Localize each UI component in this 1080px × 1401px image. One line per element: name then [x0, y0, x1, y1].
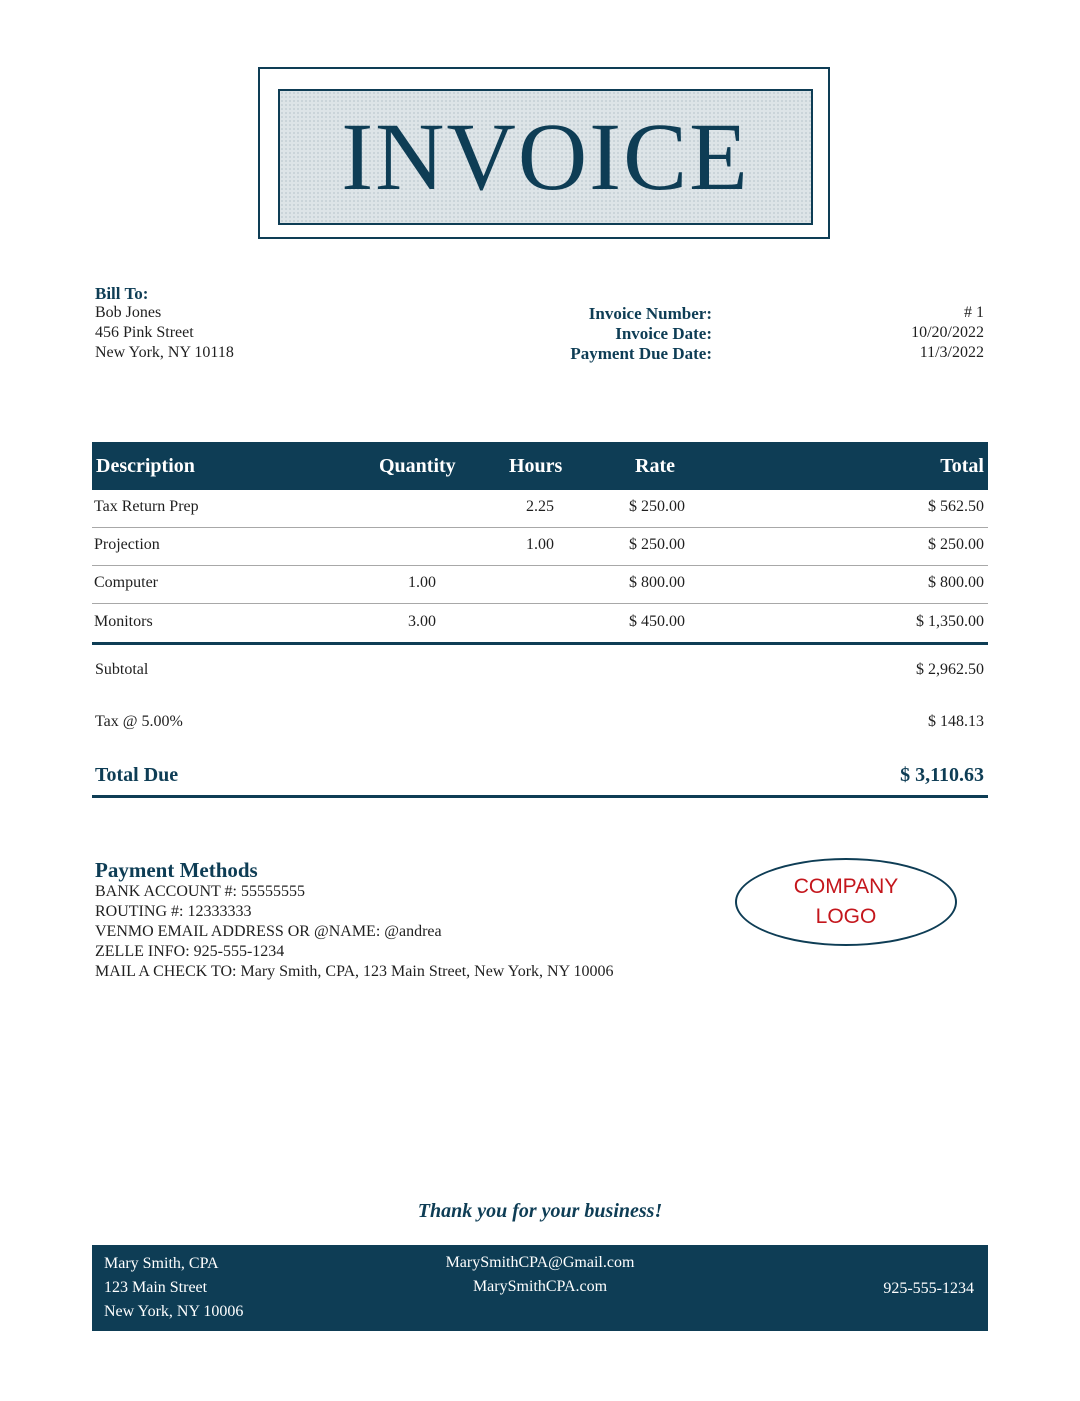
subtotal-value: $ 2,962.50: [916, 661, 984, 678]
row-rate: $ 250.00: [629, 498, 685, 515]
row-rate: $ 450.00: [629, 613, 685, 630]
company-logo: [735, 858, 957, 946]
title-frame-inner: [278, 89, 813, 225]
footer-name: Mary Smith, CPA: [104, 1255, 219, 1272]
header-hours: Hours: [509, 455, 563, 477]
subtotal-label: Subtotal: [95, 661, 149, 678]
payment-venmo: VENMO EMAIL ADDRESS OR @NAME: @andrea: [95, 923, 442, 940]
total-due-rule: [92, 795, 988, 798]
footer-city: New York, NY 10006: [104, 1303, 244, 1320]
header-quantity: Quantity: [379, 455, 456, 477]
logo-line-2: LOGO: [815, 905, 877, 928]
table-row: [92, 566, 988, 604]
payment-due-date-value: 11/3/2022: [919, 344, 984, 361]
row-quantity: 3.00: [408, 613, 436, 630]
footer-phone: 925-555-1234: [883, 1280, 974, 1297]
bill-to-city: New York, NY 10118: [95, 344, 234, 361]
row-description: Computer: [94, 574, 158, 591]
payment-bank-account: BANK ACCOUNT #: 55555555: [95, 883, 305, 900]
footer-website[interactable]: MarySmithCPA.com: [472, 1278, 608, 1295]
row-description: Monitors: [94, 613, 153, 630]
row-total: $ 1,350.00: [916, 613, 984, 630]
row-total: $ 250.00: [928, 536, 984, 553]
table-row: [92, 490, 988, 528]
payment-routing: ROUTING #: 12333333: [95, 903, 252, 920]
row-hours: 1.00: [526, 536, 554, 553]
logo-line-1: COMPANY: [793, 875, 899, 898]
bill-to-label: Bill To:: [95, 284, 149, 303]
header-description: Description: [96, 455, 195, 477]
row-rate: $ 800.00: [629, 574, 685, 591]
tax-value: $ 148.13: [928, 713, 984, 730]
table-row: [92, 528, 988, 566]
footer-email[interactable]: MarySmithCPA@Gmail.com: [445, 1254, 635, 1271]
footer-bar: [92, 1245, 988, 1331]
payment-methods-title: Payment Methods: [95, 858, 258, 882]
invoice-number-value: # 1: [964, 304, 984, 321]
row-rate: $ 250.00: [629, 536, 685, 553]
bill-to-name: Bob Jones: [95, 304, 162, 321]
invoice-title: INVOICE: [341, 103, 750, 210]
payment-due-date-label: Payment Due Date:: [570, 344, 712, 363]
payment-zelle: ZELLE INFO: 925-555-1234: [95, 943, 285, 960]
invoice-number-label: Invoice Number:: [588, 304, 712, 323]
row-hours: 2.25: [526, 498, 554, 515]
tax-label: Tax @ 5.00%: [95, 713, 183, 730]
row-total: $ 562.50: [928, 498, 984, 515]
total-due-value: $ 3,110.63: [900, 764, 984, 786]
header-total: Total: [940, 455, 984, 477]
invoice-date-label: Invoice Date:: [615, 324, 712, 343]
total-due-label: Total Due: [95, 764, 179, 786]
items-table-header: [92, 442, 988, 490]
invoice-date-value: 10/20/2022: [911, 324, 984, 341]
bill-to-street: 456 Pink Street: [95, 324, 194, 341]
row-description: Tax Return Prep: [94, 498, 199, 515]
row-description: Projection: [94, 536, 160, 553]
row-total: $ 800.00: [928, 574, 984, 591]
thank-you-message: Thank you for your business!: [417, 1200, 663, 1222]
table-row: [92, 605, 988, 643]
payment-mail-check: MAIL A CHECK TO: Mary Smith, CPA, 123 Main Street, New York, NY 10006: [95, 963, 614, 980]
table-bottom-rule: [92, 642, 988, 645]
footer-street: 123 Main Street: [104, 1279, 208, 1296]
row-quantity: 1.00: [408, 574, 436, 591]
header-rate: Rate: [635, 455, 675, 477]
